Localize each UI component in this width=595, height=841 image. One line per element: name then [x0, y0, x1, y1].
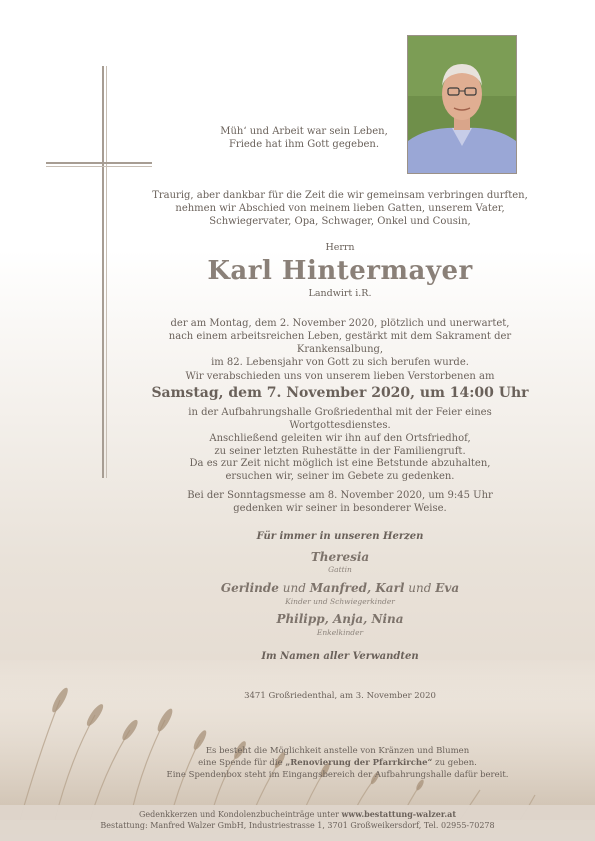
- place-date: 3471 Großriedenthal, am 3. November 2020: [244, 691, 436, 701]
- conjunction: und: [408, 581, 432, 595]
- donation-purpose: „Renovierung der Pfarrkirche“: [285, 758, 433, 768]
- footer-text: Gedenkkerzen und Kondolenzbucheinträge unter: [138, 810, 339, 819]
- mass-line: gedenken wir seiner in besonderer Weise.: [233, 503, 447, 514]
- family-grandchildren: [150, 612, 530, 627]
- wife-role: Gattin: [328, 565, 352, 574]
- wife-name: Theresia: [310, 550, 370, 564]
- grandchildren-role: Enkelkinder: [316, 628, 364, 637]
- footer-url[interactable]: www.bestattung-walzer.at: [341, 809, 457, 819]
- footer-line-1: [60, 809, 535, 820]
- cross-beam: [46, 162, 152, 164]
- covid-line: ersuchen wir, seiner im Gebete zu gedenken.: [225, 471, 455, 482]
- conjunction: und: [282, 581, 306, 595]
- death-notice: [150, 317, 530, 369]
- donation-text: zu geben.: [435, 758, 477, 768]
- farewell-line: in der Aufbahrungshalle Großriedenthal mit der Feier eines Wortgottesdienstes.: [188, 407, 492, 431]
- farewell-details: [150, 406, 530, 458]
- wheat-field-image: [0, 660, 595, 820]
- child-name: Manfred, Karl: [309, 581, 405, 595]
- farewell-intro: Wir verabschieden uns von unserem lieben Verstorbenen am: [185, 371, 495, 382]
- farewell-line: Anschließend geleiten wir ihn auf den Ortsfriedhof,: [209, 433, 471, 444]
- child-name: Eva: [435, 581, 460, 595]
- cross-icon: [102, 66, 104, 478]
- family-children: [150, 581, 530, 596]
- death-line: im 82. Lebensjahr von Gott zu sich berufen wurde.: [211, 357, 469, 368]
- family-wife: [150, 550, 530, 565]
- quote-line: Friede hat ihm Gott gegeben.: [228, 139, 380, 150]
- occupation: Landwirt i.R.: [308, 288, 372, 299]
- farewell-line: zu seiner letzten Ruhestätte in der Familiengruft.: [214, 446, 466, 457]
- covid-notice: [150, 457, 530, 483]
- quote: [200, 125, 408, 151]
- mass-notice: [150, 489, 530, 515]
- donation-line: Eine Spendenbox steht im Eingangsbereich der Aufbahrungshalle dafür bereit.: [166, 770, 509, 780]
- death-line: der am Montag, dem 2. November 2020, plötzlich und unerwartet,: [170, 318, 510, 329]
- death-line: nach einem arbeitsreichen Leben, gestärkt mit dem Sakrament der Krankensalbung,: [168, 331, 512, 355]
- all-relatives: Im Namen aller Verwandten: [261, 651, 419, 662]
- cross-shadow-vertical: [106, 66, 107, 478]
- forever-heading: Für immer in unseren Herzen: [256, 531, 424, 542]
- donation-line: Es besteht die Möglichkeit anstelle von Kränzen und Blumen: [205, 746, 470, 756]
- intro-line: nehmen wir Abschied von meinem lieben Gatten, unserem Vater,: [175, 203, 505, 214]
- portrait-photo: [407, 35, 517, 174]
- grandchildren-names: Philipp, Anja, Nina: [276, 612, 404, 626]
- intro-line: Schwiegervater, Opa, Schwager, Onkel und Cousin,: [209, 216, 471, 227]
- donation-line: [100, 757, 575, 769]
- children-role: Kinder und Schwiegerkinder: [285, 597, 395, 606]
- donation-text: eine Spende für die: [198, 758, 283, 768]
- quote-line: Müh‘ und Arbeit war sein Leben,: [220, 126, 388, 137]
- farewell-date: Samstag, dem 7. November 2020, um 14:00 Uhr: [151, 385, 529, 401]
- child-name: Gerlinde: [220, 581, 279, 595]
- covid-line: Da es zur Zeit nicht möglich ist eine Betstunde abzuhalten,: [189, 458, 491, 469]
- deceased-name: Karl Hintermayer: [207, 256, 473, 286]
- intro: [150, 189, 530, 228]
- footer-line-2: Bestattung: Manfred Walzer GmbH, Industriestrasse 1, 3701 Großweikersdorf, Tel. 02955-70278: [100, 821, 495, 830]
- mass-line: Bei der Sonntagsmesse am 8. November 2020, um 9:45 Uhr: [187, 490, 493, 501]
- donation-note: [100, 745, 575, 781]
- cross-shadow-horizontal: [46, 166, 152, 167]
- salutation: Herrn: [325, 242, 355, 253]
- intro-line: Traurig, aber dankbar für die Zeit die wir gemeinsam verbringen durften,: [152, 190, 528, 201]
